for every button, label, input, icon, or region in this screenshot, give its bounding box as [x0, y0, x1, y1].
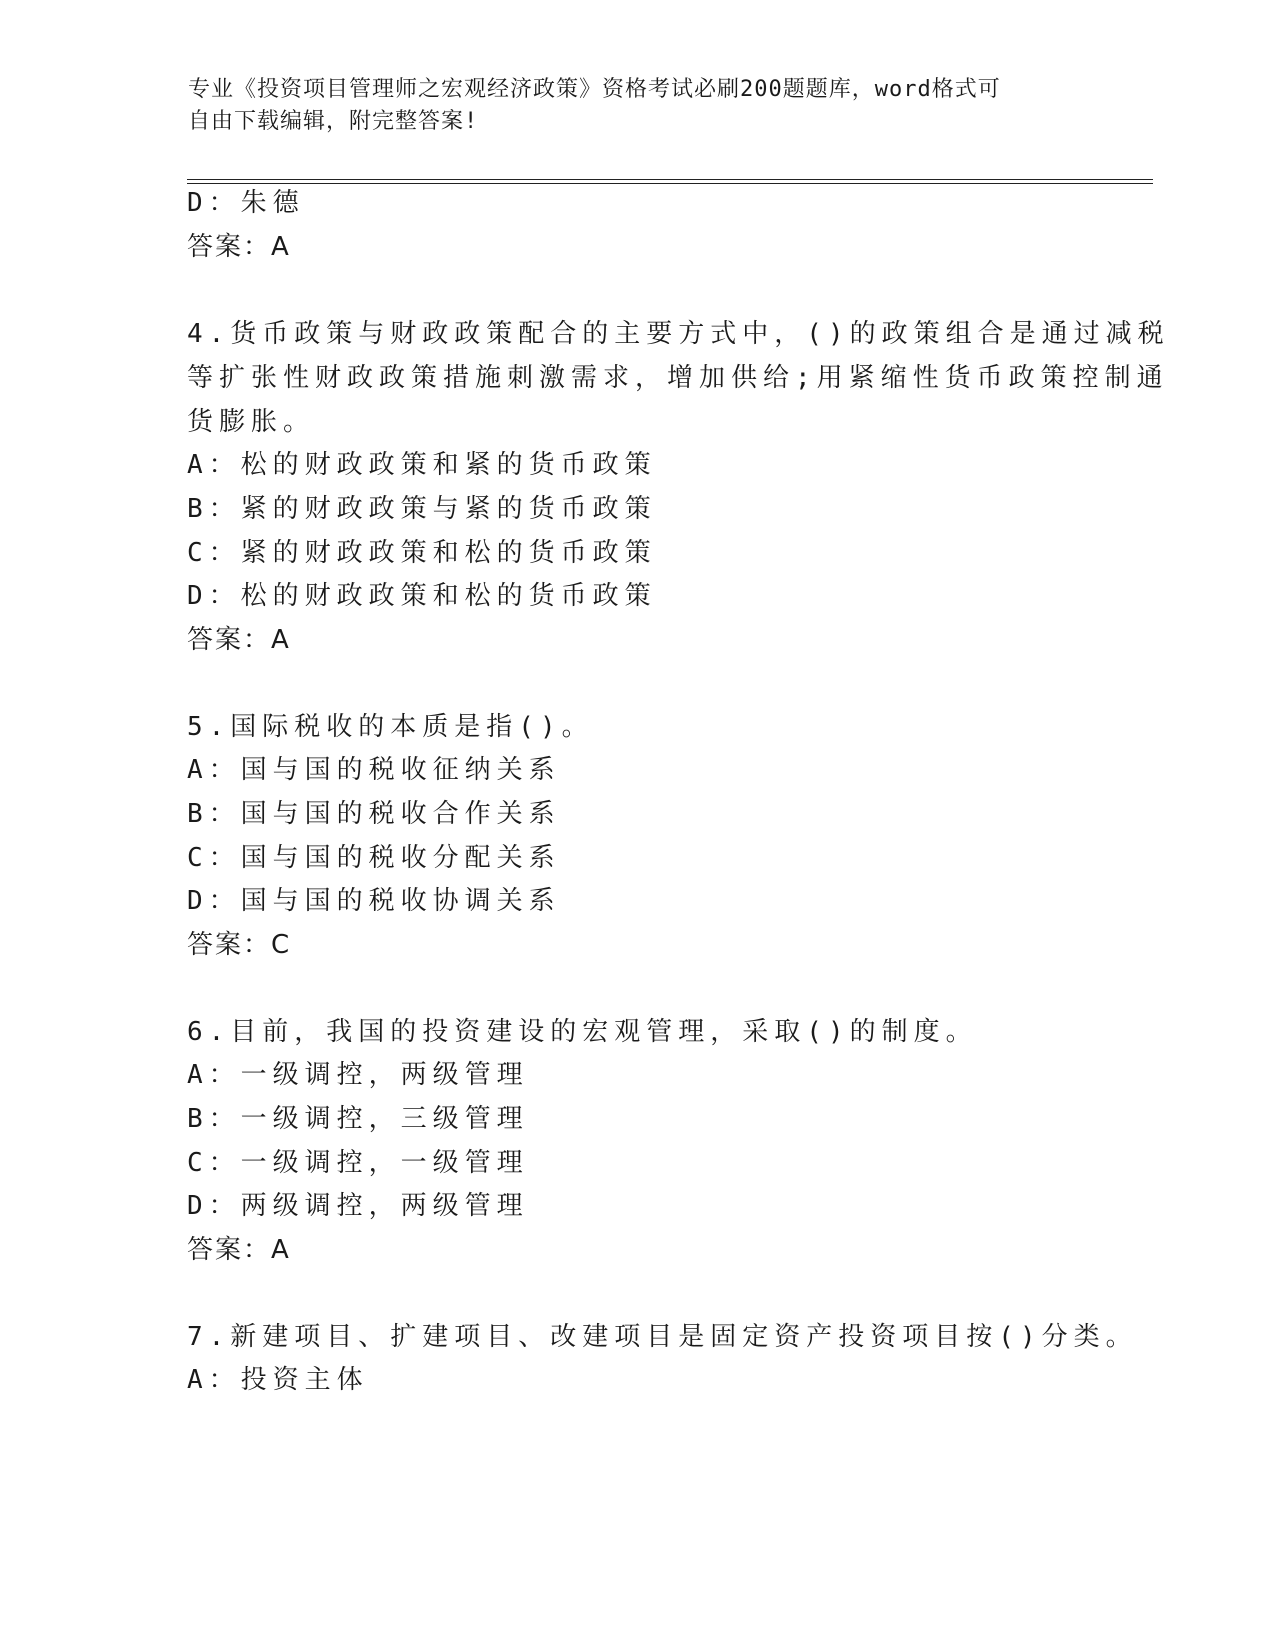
question-stem: 4.货币政策与财政政策配合的主要方式中，()的政策组合是通过减税	[187, 319, 1170, 349]
answer: 答案：A	[187, 625, 291, 655]
option-c: C：一级调控，一级管理	[187, 1148, 529, 1178]
question-stem: 货膨胀。	[187, 407, 316, 437]
answer: 答案：A	[187, 1235, 291, 1265]
option-b: B：一级调控，三级管理	[187, 1104, 529, 1134]
header-line-1: 专业《投资项目管理师之宏观经济政策》资格考试必刷200题题库，word格式可	[188, 77, 1001, 102]
option-d: D：松的财政政策和松的货币政策	[187, 581, 657, 611]
question-stem: 5.国际税收的本质是指()。	[187, 712, 594, 742]
header-divider	[187, 179, 1153, 184]
option-a: A：投资主体	[187, 1365, 369, 1395]
document-header	[188, 74, 1088, 138]
answer: 答案：C	[187, 930, 292, 960]
option-a: A：松的财政政策和紧的货币政策	[187, 450, 657, 480]
question-stem: 6.目前，我国的投资建设的宏观管理，采取()的制度。	[187, 1017, 978, 1047]
option-d: D：朱德	[187, 188, 305, 218]
question-stem: 7.新建项目、扩建项目、改建项目是固定资产投资项目按()分类。	[187, 1322, 1138, 1352]
question-stem: 等扩张性财政政策措施刺激需求，增加供给;用紧缩性货币政策控制通	[187, 363, 1169, 393]
option-d: D：两级调控，两级管理	[187, 1191, 529, 1221]
option-b: B：紧的财政政策与紧的货币政策	[187, 494, 657, 524]
option-b: B：国与国的税收合作关系	[187, 799, 561, 829]
option-c: C：国与国的税收分配关系	[187, 843, 561, 873]
header-line-2: 自由下载编辑，附完整答案!	[188, 109, 479, 134]
option-c: C：紧的财政政策和松的货币政策	[187, 538, 657, 568]
option-a: A：国与国的税收征纳关系	[187, 755, 561, 785]
option-a: A：一级调控，两级管理	[187, 1060, 529, 1090]
answer: 答案：A	[187, 232, 291, 262]
option-d: D：国与国的税收协调关系	[187, 886, 561, 916]
